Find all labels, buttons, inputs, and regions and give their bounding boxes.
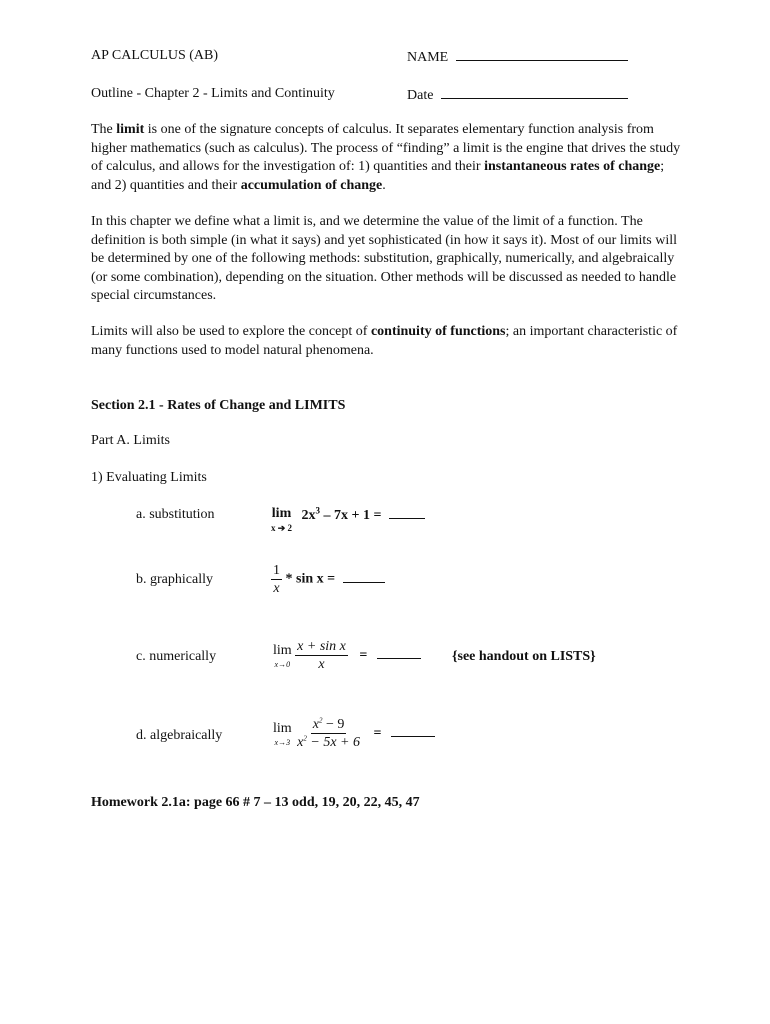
date-field[interactable] bbox=[407, 85, 628, 106]
method-d-label: d. algebraically bbox=[136, 728, 223, 743]
name-blank[interactable] bbox=[456, 47, 628, 61]
method-a-expression: lim x ➔ 2 $2x^3 - 7x + 1$ = bbox=[271, 505, 425, 533]
homework-assignment: Homework 2.1a: page 66 # 7 – 13 odd, 19, 20, 22, 45, 47 bbox=[91, 795, 420, 810]
answer-blank-a[interactable] bbox=[389, 505, 425, 519]
method-a-label: a. substitution bbox=[136, 507, 215, 522]
answer-blank-b[interactable] bbox=[343, 569, 385, 583]
outline-title: Outline - Chapter 2 - Limits and Continuity bbox=[91, 86, 335, 101]
handout-note: {see handout on LISTS} bbox=[452, 649, 596, 664]
course-title: AP CALCULUS (AB) bbox=[91, 48, 219, 63]
limit-operator: lim x ➔ 2 bbox=[271, 506, 293, 533]
intro-paragraph-2: In this chapter we define what a limit is, and we determine the value of the limit of a function. The definition is both simple (in what it says) and yet sophisticated (in how it says it). Most of our limits will be determined by one of the following methods: substitution, graphically, numerically, and algebraically (or some combination), depending on the situation. Other methods will be discussed as needed to handle special circumstances. bbox=[91, 214, 678, 303]
method-b-expression: $\frac{1}{x}$ * sin x = bbox=[271, 562, 385, 597]
limit-operator: lim x→3 bbox=[273, 720, 292, 748]
intro-paragraph-1: The limit is one of the signature concepts of calculus. It separates elementary function analysis from higher mathematics (such as calculus). The process of “finding” a limit is the engine that drives the study of calculus, and allows for the investigation of: 1) quantities and their instantaneous rates of change; and 2) quantities and their accumulation of change. bbox=[91, 122, 681, 193]
method-d-expression: lim x→3 $\frac{x^2 - 9}{x^2 - 5x + 6}$ = bbox=[273, 716, 435, 751]
answer-blank-d[interactable] bbox=[391, 723, 435, 737]
method-b-label: b. graphically bbox=[136, 572, 213, 587]
date-blank[interactable] bbox=[441, 85, 628, 99]
date-label: Date bbox=[407, 88, 434, 103]
term-accumulation: accumulation of change bbox=[240, 177, 383, 193]
fraction: $\frac{\text{x + sin x}}{x}$ bbox=[297, 639, 346, 672]
term-limit: limit bbox=[116, 122, 145, 137]
answer-blank-c[interactable] bbox=[377, 645, 421, 659]
term-instantaneous-rates: instantaneous rates of change bbox=[484, 159, 661, 174]
name-label: NAME bbox=[407, 50, 449, 65]
fraction: $\frac{1}{x}$ bbox=[273, 563, 280, 596]
intro-paragraph-3: Limits will also be used to explore the concept of continuity of functions; an important characteristic of many functions used to model natural phenomena. bbox=[91, 324, 678, 358]
limit-operator: lim x→0 bbox=[273, 642, 292, 670]
part-title: Part A. Limits bbox=[91, 433, 170, 448]
term-continuity: continuity of functions bbox=[370, 324, 506, 339]
item-title: 1) Evaluating Limits bbox=[91, 470, 207, 485]
name-field[interactable] bbox=[407, 47, 628, 68]
method-c-expression: lim x→0 $\frac{\text{x + sin x}}{x}$ = bbox=[273, 638, 421, 673]
method-c-label: c. numerically bbox=[136, 649, 217, 664]
section-title: Section 2.1 - Rates of Change and LIMITS bbox=[91, 398, 346, 413]
fraction: $\frac{x^2 - 9}{x^2 - 5x + 6}$ bbox=[297, 716, 360, 750]
